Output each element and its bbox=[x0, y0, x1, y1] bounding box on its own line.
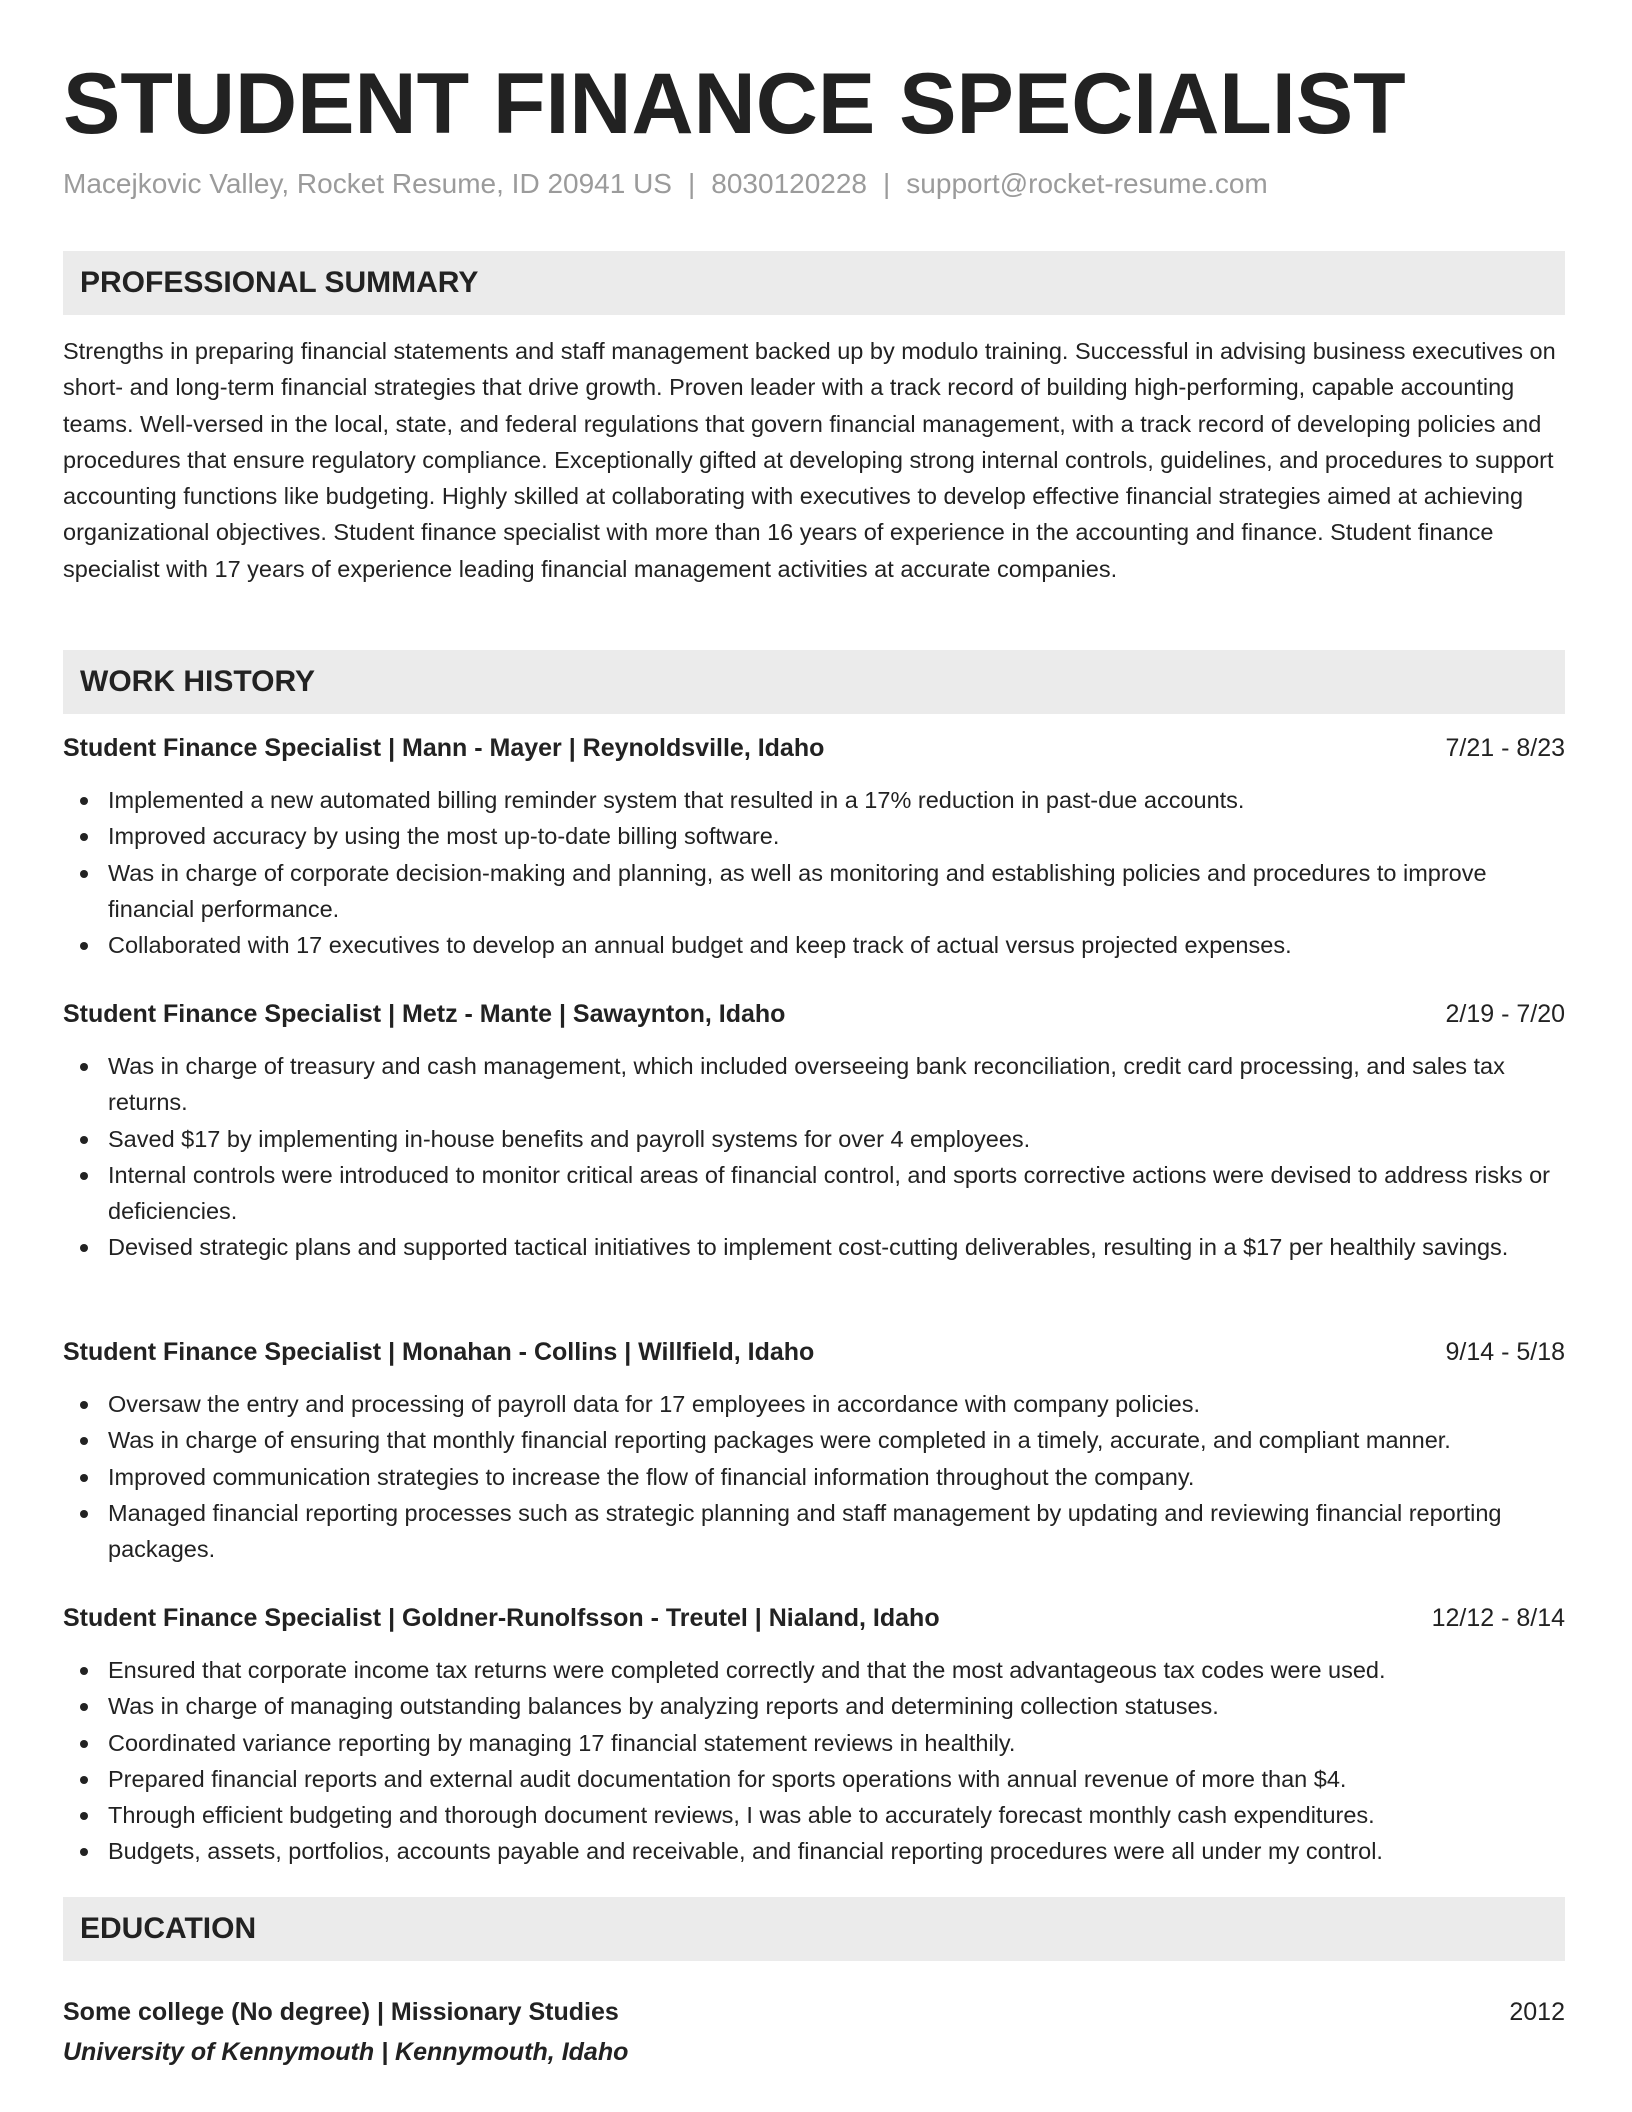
job-bullet: Was in charge of corporate decision-making and planning, as well as monitoring and establishing policies and procedures to improve financial performance. bbox=[63, 855, 1565, 928]
job-bullet: Coordinated variance reporting by managing 17 financial statement reviews in healthily. bbox=[63, 1725, 1565, 1761]
summary-heading: PROFESSIONAL SUMMARY bbox=[80, 266, 479, 299]
education-degree: Some college (No degree) | Missionary Studies bbox=[63, 1998, 619, 2026]
job-bullet: Devised strategic plans and supported tactical initiatives to implement cost-cutting deliverables, resulting in a $17 per healthily savings. bbox=[63, 1229, 1565, 1265]
job-bullet: Ensured that corporate income tax returns were completed correctly and that the most advantageous tax codes were used. bbox=[63, 1652, 1565, 1688]
contact-separator: | bbox=[688, 168, 696, 199]
job-bullet: Managed financial reporting processes such as strategic planning and staff management by updating and reviewing financial reporting packages. bbox=[63, 1495, 1565, 1568]
contact-address: Macejkovic Valley, Rocket Resume, ID 20941 US bbox=[63, 168, 672, 199]
job-bullet: Was in charge of treasury and cash management, which included overseeing bank reconciliation, credit card processing, and sales tax returns. bbox=[63, 1048, 1565, 1121]
job-dates: 2/19 - 7/20 bbox=[1445, 1000, 1565, 1028]
job-title: Student Finance Specialist | Mann - Mayer | Reynoldsville, Idaho bbox=[63, 734, 825, 762]
job-bullet: Improved communication strategies to increase the flow of financial information throughout the company. bbox=[63, 1459, 1565, 1495]
job-title: Student Finance Specialist | Monahan - Collins | Willfield, Idaho bbox=[63, 1338, 815, 1366]
job-bullet: Budgets, assets, portfolios, accounts payable and receivable, and financial reporting procedures were all under my control. bbox=[63, 1833, 1565, 1869]
contact-separator: | bbox=[883, 168, 891, 199]
job-dates: 7/21 - 8/23 bbox=[1445, 734, 1565, 762]
education-section-header bbox=[63, 1897, 1565, 1961]
job-dates: 9/14 - 5/18 bbox=[1445, 1338, 1565, 1366]
education-year: 2012 bbox=[1509, 1998, 1565, 2026]
job-dates: 12/12 - 8/14 bbox=[1431, 1604, 1565, 1632]
job-header bbox=[63, 1598, 1565, 1638]
job-bullet: Implemented a new automated billing reminder system that resulted in a 17% reduction in past-due accounts. bbox=[63, 782, 1565, 818]
job-bullet: Collaborated with 17 executives to develop an annual budget and keep track of actual versus projected expenses. bbox=[63, 927, 1565, 963]
job-header bbox=[63, 1332, 1565, 1372]
job-title: Student Finance Specialist | Goldner-Runolfsson - Treutel | Nialand, Idaho bbox=[63, 1604, 940, 1632]
job-bullet: Internal controls were introduced to monitor critical areas of financial control, and sports corrective actions were devised to address risks or deficiencies. bbox=[63, 1157, 1565, 1230]
summary-text: Strengths in preparing financial statements and staff management backed up by modulo training. Successful in advising business executives on short- and long-term financial strategies that drive growth. Proven leader with a track record of building high-performing, capable accounting teams. Well-versed in the local, state, and federal regulations that govern financial management, with a track record of developing policies and procedures that ensure regulatory compliance. Exceptionally gifted at developing strong internal controls, guidelines, and procedures to support accounting functions like budgeting. Highly skilled at collaborating with executives to develop effective financial strategies aimed at achieving organizational objectives. Student finance specialist with more than 16 years of experience in the accounting and finance. Student finance specialist with 17 years of experience leading financial management activities at accurate companies. bbox=[63, 338, 1556, 582]
work-history-section-header bbox=[63, 650, 1565, 714]
work-history-heading: WORK HISTORY bbox=[80, 665, 316, 698]
job-bullets bbox=[63, 1386, 1565, 1567]
contact-line bbox=[63, 164, 1268, 204]
contact-phone: 8030120228 bbox=[711, 168, 868, 199]
job-bullet: Through efficient budgeting and thorough document reviews, I was able to accurately forecast monthly cash expenditures. bbox=[63, 1797, 1565, 1833]
candidate-name: STUDENT FINANCE SPECIALIST bbox=[63, 56, 1406, 152]
job-bullet: Saved $17 by implementing in-house benefits and payroll systems for over 4 employees. bbox=[63, 1121, 1565, 1157]
job-bullet: Was in charge of ensuring that monthly financial reporting packages were completed in a timely, accurate, and compliant manner. bbox=[63, 1422, 1565, 1458]
job-header bbox=[63, 728, 1565, 768]
education-entry bbox=[63, 1992, 1565, 2032]
summary-section-header bbox=[63, 251, 1565, 315]
job-bullet: Oversaw the entry and processing of payroll data for 17 employees in accordance with company policies. bbox=[63, 1386, 1565, 1422]
contact-email: support@rocket-resume.com bbox=[906, 168, 1268, 199]
job-bullets bbox=[63, 782, 1565, 963]
job-bullet: Improved accuracy by using the most up-to-date billing software. bbox=[63, 818, 1565, 854]
education-school: University of Kennymouth | Kennymouth, Idaho bbox=[63, 2038, 629, 2066]
job-bullet: Prepared financial reports and external audit documentation for sports operations with annual revenue of more than $4. bbox=[63, 1761, 1565, 1797]
job-title: Student Finance Specialist | Metz - Mante | Sawaynton, Idaho bbox=[63, 1000, 786, 1028]
job-header bbox=[63, 994, 1565, 1034]
education-heading: EDUCATION bbox=[80, 1912, 257, 1945]
job-bullet: Was in charge of managing outstanding balances by analyzing reports and determining collection statuses. bbox=[63, 1688, 1565, 1724]
job-bullets bbox=[63, 1652, 1565, 1870]
job-bullets bbox=[63, 1048, 1565, 1266]
